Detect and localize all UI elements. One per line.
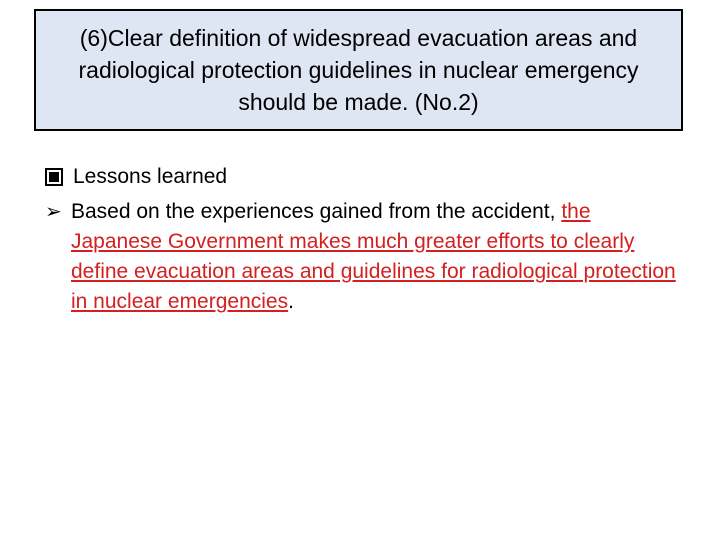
section-heading xyxy=(45,163,227,191)
slide-title-box xyxy=(34,9,683,131)
slide-title: (6)Clear definition of widespread evacuation areas and radiological protection guidelines in nuclear emergency should be made. (No.2) xyxy=(78,25,639,115)
bullet-text-end: . xyxy=(288,290,294,313)
bullet-text xyxy=(71,197,685,317)
bullet-text-plain: Based on the experiences gained from the accident, xyxy=(71,200,562,223)
section-heading-label: Lessons learned xyxy=(73,165,228,188)
bullet-text-emphasized: the Japanese Government makes much greater efforts to clearly define evacuation areas and guidelines for radiological protection in nuclear emergencies xyxy=(71,200,676,313)
arrow-bullet-icon: ➢ xyxy=(45,201,62,223)
square-bullet-icon xyxy=(45,168,63,186)
bullet-item xyxy=(45,197,685,317)
